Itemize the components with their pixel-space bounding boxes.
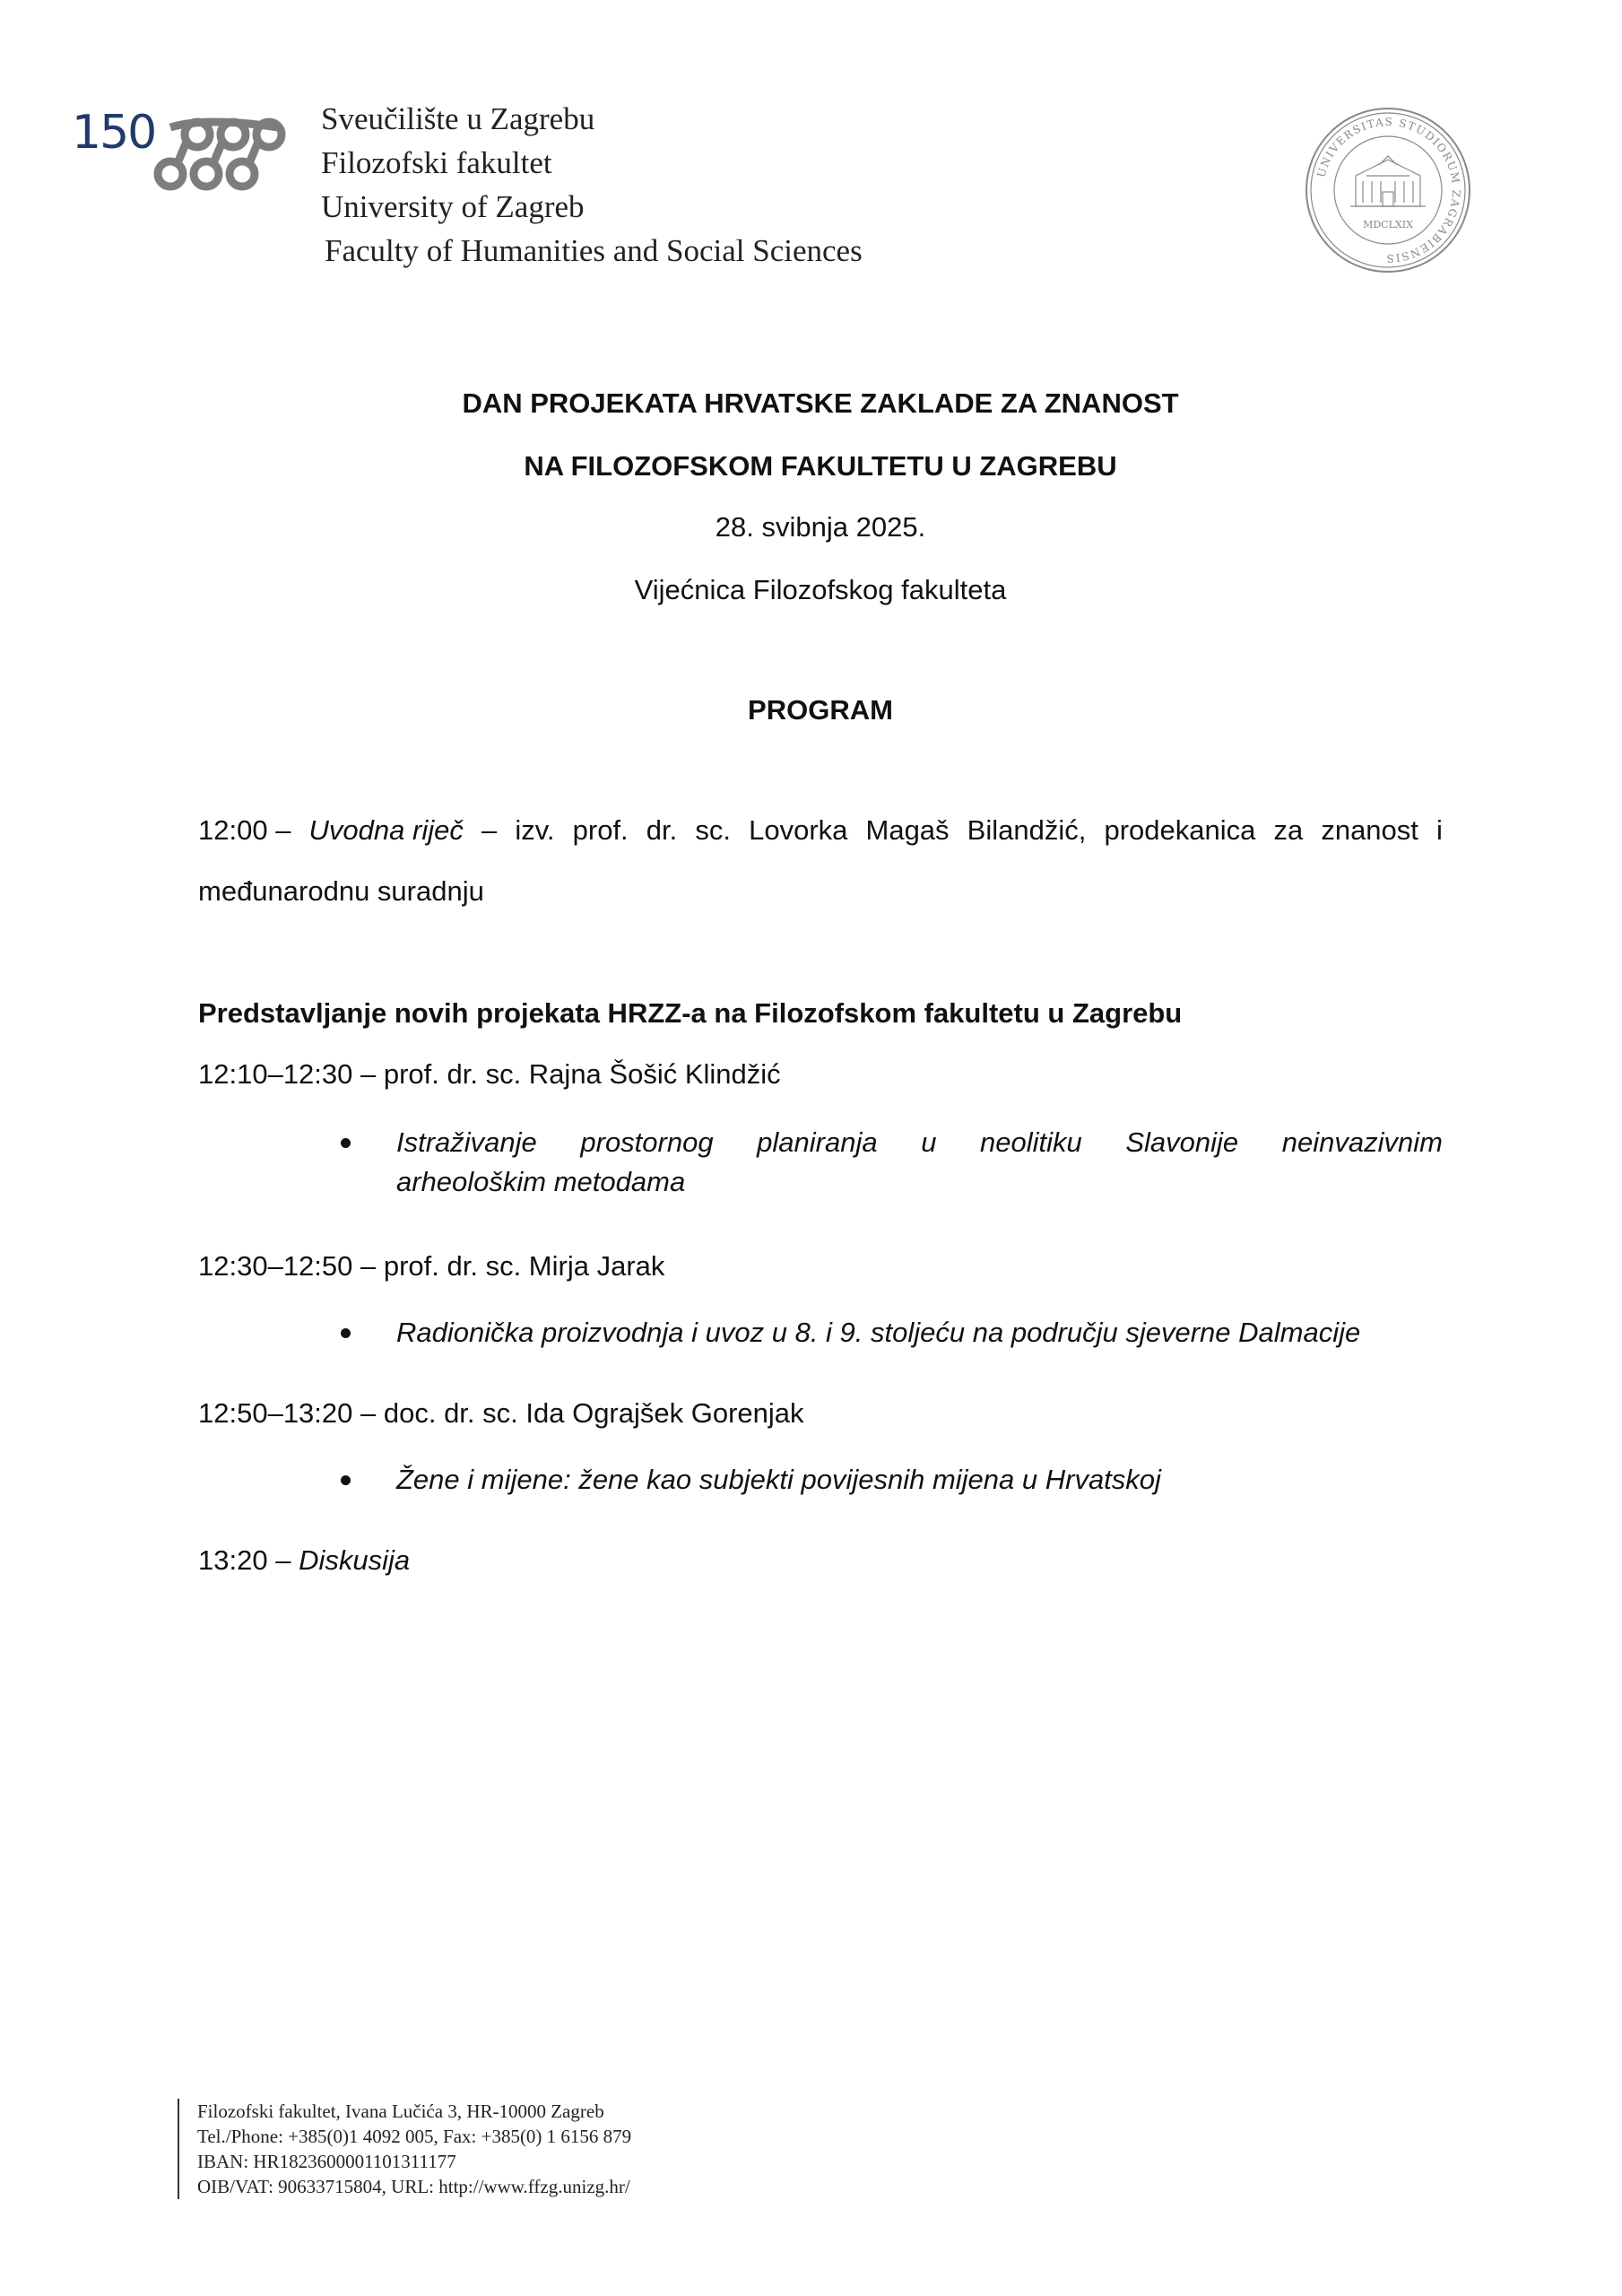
section-heading: Predstavljanje novih projekata HRZZ-a na Filozofskom fakultetu u Zagrebu [198, 997, 1183, 1029]
project-word: neinvazivnim [1281, 1126, 1443, 1158]
opening-word: – [481, 814, 498, 846]
opening-word: Lovorka [749, 814, 848, 846]
event-title-line-1: DAN PROJEKATA HRVATSKE ZAKLADE ZA ZNANOST [462, 387, 1179, 419]
footer-line: IBAN: HR1823600001101311177 [197, 2151, 456, 2172]
closing-time: 13:20 – [198, 1544, 291, 1576]
institution-line: Faculty of Humanities and Social Sciences [325, 233, 863, 268]
opening-word: Magaš [865, 814, 950, 846]
institution-line: Filozofski fakultet [321, 145, 552, 180]
footer-line: Filozofski fakultet, Ivana Lučića 3, HR-10000 Zagreb [197, 2100, 604, 2122]
opening-word: Bilandžić, [967, 814, 1087, 846]
opening-word: dr. [646, 814, 678, 846]
bullet-icon [341, 1138, 351, 1148]
opening-line-2: međunarodnu suradnju [198, 875, 484, 907]
institution-line: University of Zagreb [321, 189, 585, 224]
opening-item [198, 814, 1443, 908]
closing-item [198, 1544, 1443, 1577]
event-date: 28. svibnja 2025. [715, 511, 926, 543]
university-seal-icon [1304, 106, 1472, 274]
logo-rings-icon [72, 100, 287, 199]
session-slot: 12:50–13:20 – doc. dr. sc. Ida Ograjšek Gorenjak [198, 1397, 804, 1429]
footer-line: OIB/VAT: 90633715804, URL: http://www.ffzg.unizg.hr/ [197, 2176, 630, 2197]
bullet-icon [341, 1328, 351, 1338]
anniversary-150-logo [72, 100, 287, 199]
opening-word: i [1436, 814, 1443, 846]
session-slot: 12:10–12:30 – prof. dr. sc. Rajna Šošić Klindžić [198, 1058, 781, 1090]
session-project [341, 1317, 1443, 1349]
opening-title: Uvodna riječ [308, 814, 464, 846]
session-project [341, 1464, 1443, 1496]
project-word: prostornog [580, 1126, 714, 1158]
closing-title: Diskusija [299, 1544, 411, 1576]
opening-word: za [1273, 814, 1304, 846]
session-slot: 12:30–12:50 – prof. dr. sc. Mirja Jarak [198, 1250, 665, 1282]
project-title: Žene i mijene: žene kao subjekti povijesnih mijena u Hrvatskoj [396, 1464, 1161, 1495]
footer-line: Tel./Phone: +385(0)1 4092 005, Fax: +385(0) 1 6156 879 [197, 2126, 632, 2147]
opening-word: znanost [1321, 814, 1418, 846]
opening-line-1 [198, 814, 1443, 847]
institution-line: Sveučilište u Zagrebu [321, 101, 595, 136]
seal-year: MDCLXIX [1363, 219, 1413, 230]
opening-word: prodekanica [1104, 814, 1256, 846]
institution-name-block [321, 97, 863, 273]
logo-number: 150 [72, 106, 156, 160]
project-line-1 [396, 1126, 1443, 1159]
session-project [341, 1126, 1443, 1198]
project-title: Radionička proizvodnja i uvoz u 8. i 9. stoljeću na području sjeverne Dalmacije [396, 1317, 1361, 1348]
project-line-2: arheološkim metodama [396, 1166, 686, 1197]
opening-word: izv. [515, 814, 555, 846]
bullet-icon [341, 1475, 351, 1485]
event-venue: Vijećnica Filozofskog fakulteta [634, 574, 1007, 605]
opening-word: sc. [695, 814, 731, 846]
project-word: u [921, 1126, 937, 1158]
project-word: Slavonije [1125, 1126, 1239, 1158]
opening-time: 12:00 – [198, 814, 291, 846]
program-heading: PROGRAM [748, 694, 893, 726]
project-word: neolitiku [980, 1126, 1082, 1158]
svg-text:UNIVERSITAS STUDIORUM ZAGRABIE: UNIVERSITAS STUDIORUM ZAGRABIENSIS [1314, 115, 1463, 265]
opening-word: prof. [572, 814, 629, 846]
project-word: planiranja [757, 1126, 878, 1158]
project-word: Istraživanje [396, 1126, 537, 1158]
footer-contact-block [178, 2099, 631, 2199]
event-title-line-2: NA FILOZOFSKOM FAKULTETU U ZAGREBU [524, 450, 1117, 482]
